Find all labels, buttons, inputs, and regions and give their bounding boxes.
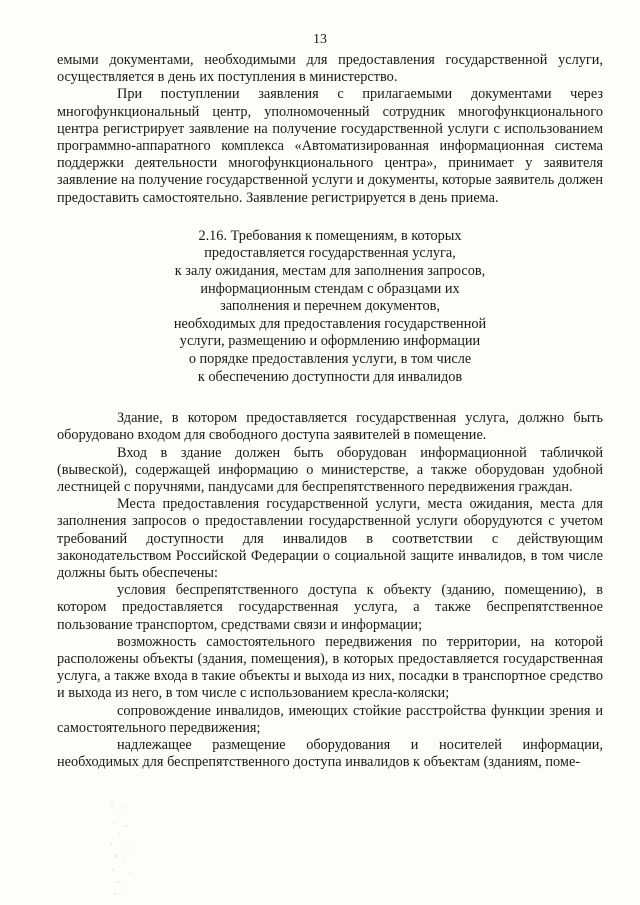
paragraph: надлежащее размещение оборудования и носителей информации, необходимых для беспрепятственного доступа инвалидов к объектам (зданиям, поме- bbox=[57, 737, 603, 771]
heading-line: услуги, размещению и оформлению информации bbox=[179, 333, 481, 350]
heading-line: заполнения и перечнем документов, bbox=[220, 298, 440, 315]
paragraph: сопровождение инвалидов, имеющих стойкие расстройства функции зрения и самостоятельного передвижения; bbox=[57, 702, 603, 736]
scan-artifact bbox=[108, 800, 136, 900]
heading-line: о порядке предоставления услуги, в том числе bbox=[188, 350, 472, 367]
heading-line: 2.16. Требования к помещениям, в которых bbox=[198, 227, 462, 244]
section-heading bbox=[57, 228, 603, 386]
heading-line: необходимых для предоставления государственной bbox=[173, 315, 487, 332]
paragraph: возможность самостоятельного передвижения по территории, на которой расположены объекты (здания, помещения), в которых предоставляется государственная услуга, а также входа в такие объекты и выхода из них, посадки в транспортное средство и выхода из него, в том числе с использованием кресла-коляски; bbox=[57, 633, 603, 702]
heading-line: к залу ожидания, местам для заполнения запросов, bbox=[174, 263, 486, 280]
paragraph: Вход в здание должен быть оборудован информационной табличкой (вывеской), содержащей информацию о министерстве, а также оборудован удобной лестницей с поручнями, пандусами для беспрепятственного передвижения граждан. bbox=[57, 444, 603, 495]
paragraph: Места предоставления государственной услуги, места ожидания, места для заполнения запросов о предоставлении государственной услуги оборудуются с учетом требований доступности для инвалидов в соответствии с действующим законодательством Российской Федерации о социальной защите инвалидов, в том числе должны быть обеспечены: bbox=[57, 496, 603, 581]
heading-line: предоставляется государственная услуга, bbox=[204, 245, 456, 262]
heading-line: информационным стендам с образцами их bbox=[200, 280, 460, 297]
paragraph: При поступлении заявления с прилагаемыми документами через многофункциональный центр, уполномоченный сотрудник многофункционального центра регистрирует заявление на получение государственной услуги с использованием программно-аппаратного комплекса «Автоматизированная информационная система поддержки деятельности многофункционального центра», принимает у заявителя заявление на получение государственной услуги и документы, которые заявитель должен предоставить самостоятельно. Заявление регистрируется в день приема. bbox=[57, 86, 603, 206]
heading-line: к обеспечению доступности для инвалидов bbox=[197, 368, 463, 385]
document-body bbox=[57, 52, 603, 771]
page-number: 13 bbox=[313, 32, 327, 47]
paragraph: условия беспрепятственного доступа к объекту (зданию, помещению), в котором предоставляется государственная услуга, а также беспрепятственное пользование транспортом, средствами связи и информации; bbox=[57, 582, 603, 633]
paragraph: Здание, в котором предоставляется государственная услуга, должно быть оборудовано входом для свободного доступа заявителей в помещение. bbox=[57, 410, 603, 444]
paragraph: емыми документами, необходимыми для предоставления государственной услуги, осуществляется в день их поступления в министерство. bbox=[57, 52, 603, 86]
